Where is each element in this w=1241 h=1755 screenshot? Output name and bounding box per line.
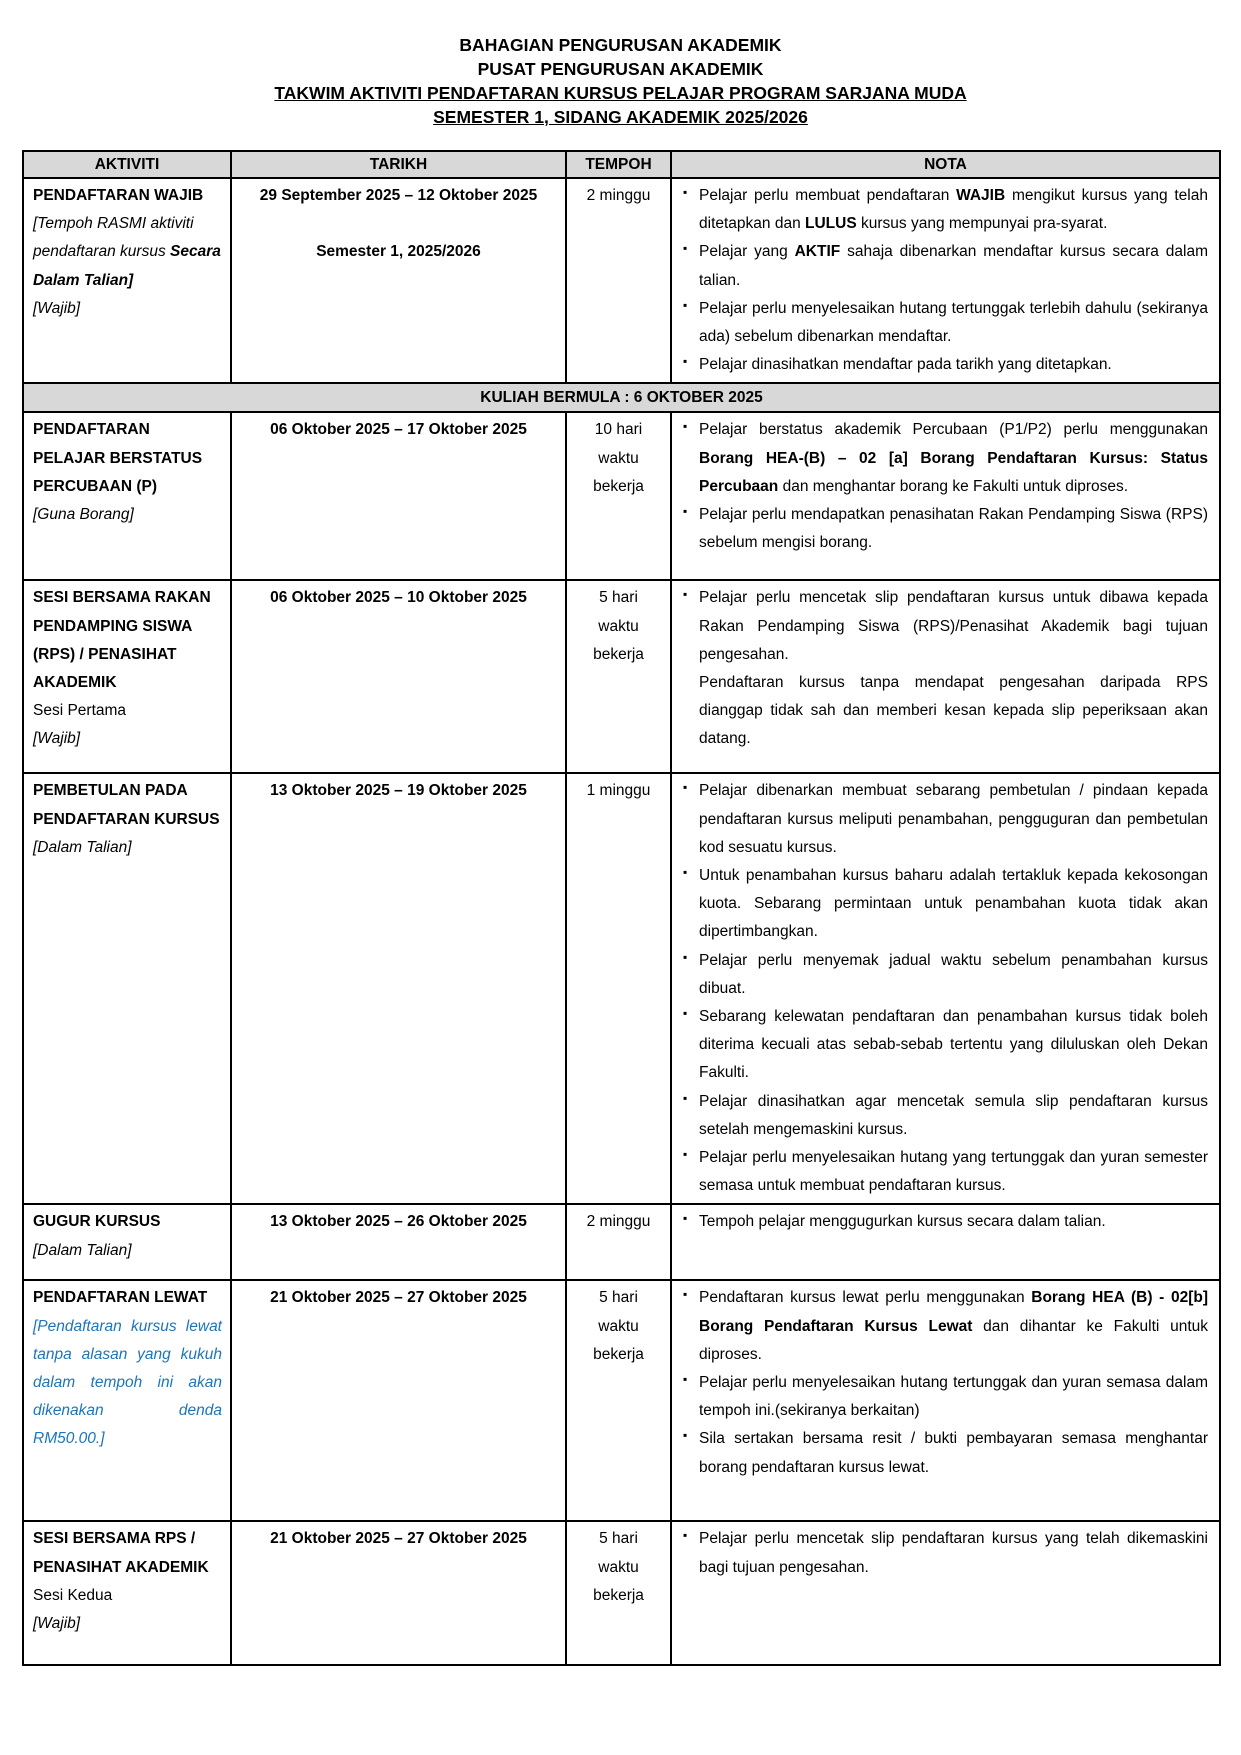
table-row [23, 178, 1220, 383]
note-item [682, 1088, 1208, 1144]
text-segment: GUGUR KURSUS [33, 1213, 161, 1231]
notes-cell [671, 1280, 1220, 1521]
text-segment: [Dalam Talian] [33, 838, 132, 856]
activity-cell [23, 1521, 231, 1665]
table-row [23, 1521, 1220, 1665]
bullet-icon: ▪ [683, 1528, 688, 1543]
text-segment: dan dihantar ke Fakulti untuk diproses. [699, 1317, 1208, 1363]
bullet-icon: ▪ [683, 1006, 688, 1021]
date-line: 13 Oktober 2025 – 19 Oktober 2025 [270, 782, 527, 800]
note-item [682, 501, 1208, 557]
header-line-2: PUSAT PENGURUSAN AKADEMIK [477, 59, 764, 79]
bullet-icon: ▪ [683, 1372, 688, 1387]
date-line: 13 Oktober 2025 – 26 Oktober 2025 [270, 1213, 527, 1231]
note-item [682, 1208, 1208, 1236]
activity-line [33, 777, 222, 833]
text-segment: Sesi Pertama [33, 702, 127, 720]
text-segment: PENDAFTARAN LEWAT [33, 1289, 208, 1307]
bullet-icon: ▪ [683, 354, 688, 369]
text-segment: Tempoh pelajar menggugurkan kursus secara dalam talian. [699, 1213, 1106, 1231]
activity-cell [23, 773, 231, 1204]
note-item [682, 584, 1208, 669]
activity-line [33, 416, 222, 501]
text-segment: SESI BERSAMA RAKAN PENDAMPING SISWA (RPS) / PENASIHAT AKADEMIK [33, 589, 211, 692]
schedule-table-body [23, 178, 1220, 1665]
bullet-icon: ▪ [683, 1090, 688, 1105]
registration-schedule-table [22, 150, 1221, 1666]
activity-line [33, 697, 222, 725]
date-line: Semester 1, 2025/2026 [316, 243, 481, 261]
text-segment: Pendaftaran kursus lewat perlu menggunakan [699, 1289, 1032, 1307]
table-row [23, 580, 1220, 773]
note-item [682, 182, 1208, 238]
note-item [682, 947, 1208, 1003]
activity-line [33, 1313, 222, 1454]
date-cell [231, 1204, 566, 1280]
activity-line [33, 1237, 222, 1265]
text-segment: Pelajar perlu membuat pendaftaran [699, 187, 957, 204]
note-item [682, 238, 1208, 294]
date-line: 06 Oktober 2025 – 10 Oktober 2025 [270, 589, 527, 607]
column-header-nota: NOTA [671, 151, 1220, 178]
header-row [23, 151, 1220, 178]
document-header [22, 33, 1219, 129]
duration-cell: 2 minggu [566, 178, 671, 383]
note-item [682, 1369, 1208, 1425]
text-segment: Sesi Kedua [33, 1586, 113, 1604]
text-segment: PEMBETULAN PADA PENDAFTARAN KURSUS [33, 782, 220, 828]
section-row-label: KULIAH BERMULA : 6 OKTOBER 2025 [23, 383, 1220, 412]
note-item [682, 1525, 1208, 1581]
note-item [682, 1003, 1208, 1088]
text-segment: sahaja dibenarkan mendaftar kursus secara dalam talian. [699, 243, 1208, 289]
bullet-icon: ▪ [683, 780, 688, 795]
bullet-icon: ▪ [683, 1211, 688, 1226]
notes-cell [671, 1521, 1220, 1665]
bullet-icon: ▪ [683, 949, 688, 964]
column-header-tarikh: TARIKH [231, 151, 566, 178]
note-item [682, 777, 1208, 862]
bullet-icon: ▪ [683, 419, 688, 434]
activity-line [33, 1610, 222, 1638]
notes-cell [671, 412, 1220, 580]
text-segment: Pelajar dibenarkan membuat sebarang pembetulan / pindaan kepada pendaftaran kursus meliputi penambahan, pengguguran dan pembetulan kod sesuatu kursus. [699, 782, 1208, 856]
text-segment: Sebarang kelewatan pendaftaran dan penambahan kursus tidak boleh diterima kecuali atas sebab-sebab tertentu yang diluluskan oleh Dekan Fakulti. [699, 1008, 1208, 1082]
activity-line [33, 584, 222, 697]
activity-cell [23, 1204, 231, 1280]
activity-line [33, 1284, 222, 1312]
activity-cell [23, 412, 231, 580]
text-segment: dan menghantar borang ke Fakulti untuk diproses. [778, 477, 1129, 495]
table-row [23, 773, 1220, 1204]
note-item [682, 351, 1208, 379]
duration-cell: 1 minggu [566, 773, 671, 1204]
date-cell [231, 412, 566, 580]
text-segment: Pendaftaran kursus tanpa mendapat pengesahan daripada RPS dianggap tidak sah dan memberi kesan kepada slip peperiksaan akan datang. [699, 674, 1208, 748]
activity-cell [23, 178, 231, 383]
column-header-tempoh: TEMPOH [566, 151, 671, 178]
text-segment: Pelajar yang [699, 243, 795, 261]
text-segment: [Wajib] [33, 1615, 81, 1633]
date-line: 21 Oktober 2025 – 27 Oktober 2025 [270, 1530, 527, 1548]
text-segment: Pelajar perlu menyemak jadual waktu sebelum penambahan kursus dibuat. [699, 951, 1208, 997]
bullet-icon: ▪ [683, 587, 688, 602]
date-line: 06 Oktober 2025 – 17 Oktober 2025 [270, 421, 527, 439]
date-cell [231, 773, 566, 1204]
note-item [682, 295, 1208, 351]
header-line-4: SEMESTER 1, SIDANG AKADEMIK 2025/2026 [433, 107, 808, 127]
text-segment: mengikut kursus yang telah ditetapkan dan [699, 187, 1208, 233]
notes-cell [671, 1204, 1220, 1280]
activity-line [33, 210, 222, 295]
text-segment: Untuk penambahan kursus baharu adalah tertakluk kepada kekosongan kuota. Sebarang permintaan untuk penambahan kuota tidak akan dipertimbangkan. [699, 867, 1208, 941]
text-segment: Pelajar perlu menyelesaikan hutang tertunggak terlebih dahulu (sekiranya ada) sebelum dibenarkan mendaftar. [699, 299, 1208, 346]
activity-line [33, 1208, 222, 1236]
bullet-icon: ▪ [683, 185, 688, 199]
text-segment: Pelajar perlu mencetak slip pendaftaran kursus yang telah dikemaskini bagi tujuan pengesahan. [699, 1530, 1208, 1576]
duration-cell: 5 hari waktu bekerja [566, 1521, 671, 1665]
table-header [23, 151, 1220, 178]
text-segment: Pelajar perlu mendapatkan penasihatan Rakan Pendamping Siswa (RPS) sebelum mengisi borang. [699, 506, 1208, 552]
activity-line [33, 182, 222, 210]
activity-line [33, 1582, 222, 1610]
section-row [23, 383, 1220, 412]
notes-cell [671, 773, 1220, 1204]
text-segment: Borang HEA (B) - 02[b] Borang Pendaftaran Kursus Lewat [699, 1289, 1208, 1335]
date-cell [231, 1521, 566, 1665]
header-line-1: BAHAGIAN PENGURUSAN AKADEMIK [459, 35, 782, 55]
duration-cell: 10 hari waktu bekerja [566, 412, 671, 580]
activity-line [33, 1525, 222, 1581]
activity-cell [23, 580, 231, 773]
column-header-aktiviti: AKTIVITI [23, 151, 231, 178]
notes-cell [671, 580, 1220, 773]
note-item [682, 1425, 1208, 1481]
text-segment: Pelajar berstatus akademik Percubaan (P1/P2) perlu menggunakan [699, 421, 1208, 439]
duration-cell: 5 hari waktu bekerja [566, 1280, 671, 1521]
duration-cell: 5 hari waktu bekerja [566, 580, 671, 773]
text-segment: kursus yang mempunyai pra-syarat. [856, 215, 1108, 233]
bullet-icon: ▪ [683, 504, 688, 519]
activity-line [33, 501, 222, 529]
text-segment: Pelajar perlu menyelesaikan hutang yang tertunggak dan yuran semester semasa untuk membuat pendaftaran kursus. [699, 1149, 1208, 1195]
activity-cell [23, 1280, 231, 1521]
date-cell [231, 1280, 566, 1521]
text-segment: Pelajar dinasihatkan agar mencetak semula slip pendaftaran kursus setelah mengemaskini kursus. [699, 1092, 1208, 1138]
text-segment: [Tempoh RASMI aktiviti pendaftaran kursus [33, 215, 194, 261]
text-segment: Pelajar perlu mencetak slip pendaftaran kursus untuk dibawa kepada Rakan Pendamping Siswa (RPS)/Penasihat Akademik bagi tujuan pengesahan. [699, 589, 1208, 663]
bullet-icon: ▪ [683, 1428, 688, 1443]
text-segment: LULUS [805, 215, 857, 233]
note-item [682, 862, 1208, 947]
bullet-icon: ▪ [683, 1147, 688, 1162]
text-segment: PENDAFTARAN WAJIB [33, 187, 204, 204]
text-segment: [Wajib] [33, 730, 81, 748]
text-segment: WAJIB [956, 187, 1006, 204]
table-row [23, 1204, 1220, 1280]
note-item [682, 1284, 1208, 1369]
table-row [23, 1280, 1220, 1521]
bullet-icon: ▪ [683, 1287, 688, 1302]
text-segment: PENDAFTARAN PELAJAR BERSTATUS PERCUBAAN (P) [33, 421, 203, 495]
text-segment: [Wajib] [33, 299, 81, 317]
text-segment: [Pendaftaran kursus lewat tanpa alasan yang kukuh dalam tempoh ini akan dikenakan denda RM50.00.] [33, 1317, 222, 1448]
text-segment: Secara Dalam Talian] [33, 243, 221, 289]
text-segment: Pelajar dinasihatkan mendaftar pada tarikh yang ditetapkan. [699, 356, 1112, 374]
text-segment: Borang HEA-(B) – 02 [a] Borang Pendaftaran Kursus: Status Percubaan [699, 449, 1208, 495]
note-item [682, 669, 1208, 754]
date-cell [231, 580, 566, 773]
text-segment: Pelajar perlu menyelesaikan hutang tertunggak dan yuran semasa dalam tempoh ini.(sekiranya berkaitan) [699, 1374, 1208, 1420]
text-segment: [Guna Borang] [33, 506, 134, 524]
activity-line [33, 725, 222, 753]
table-row [23, 412, 1220, 580]
date-line: 29 September 2025 – 12 Oktober 2025 [259, 187, 538, 204]
text-segment: AKTIF [794, 243, 841, 261]
notes-cell [671, 178, 1220, 383]
note-item [682, 416, 1208, 501]
text-segment: [Dalam Talian] [33, 1241, 132, 1259]
activity-line [33, 834, 222, 862]
text-segment: Sila sertakan bersama resit / bukti pembayaran semasa menghantar borang pendaftaran kursus lewat. [699, 1430, 1208, 1476]
duration-cell: 2 minggu [566, 1204, 671, 1280]
bullet-icon: ▪ [683, 241, 688, 256]
bullet-icon: ▪ [683, 865, 688, 880]
header-line-3: TAKWIM AKTIVITI PENDAFTARAN KURSUS PELAJAR PROGRAM SARJANA MUDA [274, 83, 967, 103]
date-cell [231, 178, 566, 383]
activity-line [33, 295, 222, 323]
bullet-icon: ▪ [683, 297, 688, 312]
text-segment: SESI BERSAMA RPS / PENASIHAT AKADEMIK [33, 1530, 209, 1576]
note-item [682, 1144, 1208, 1200]
date-line: 21 Oktober 2025 – 27 Oktober 2025 [270, 1289, 527, 1307]
